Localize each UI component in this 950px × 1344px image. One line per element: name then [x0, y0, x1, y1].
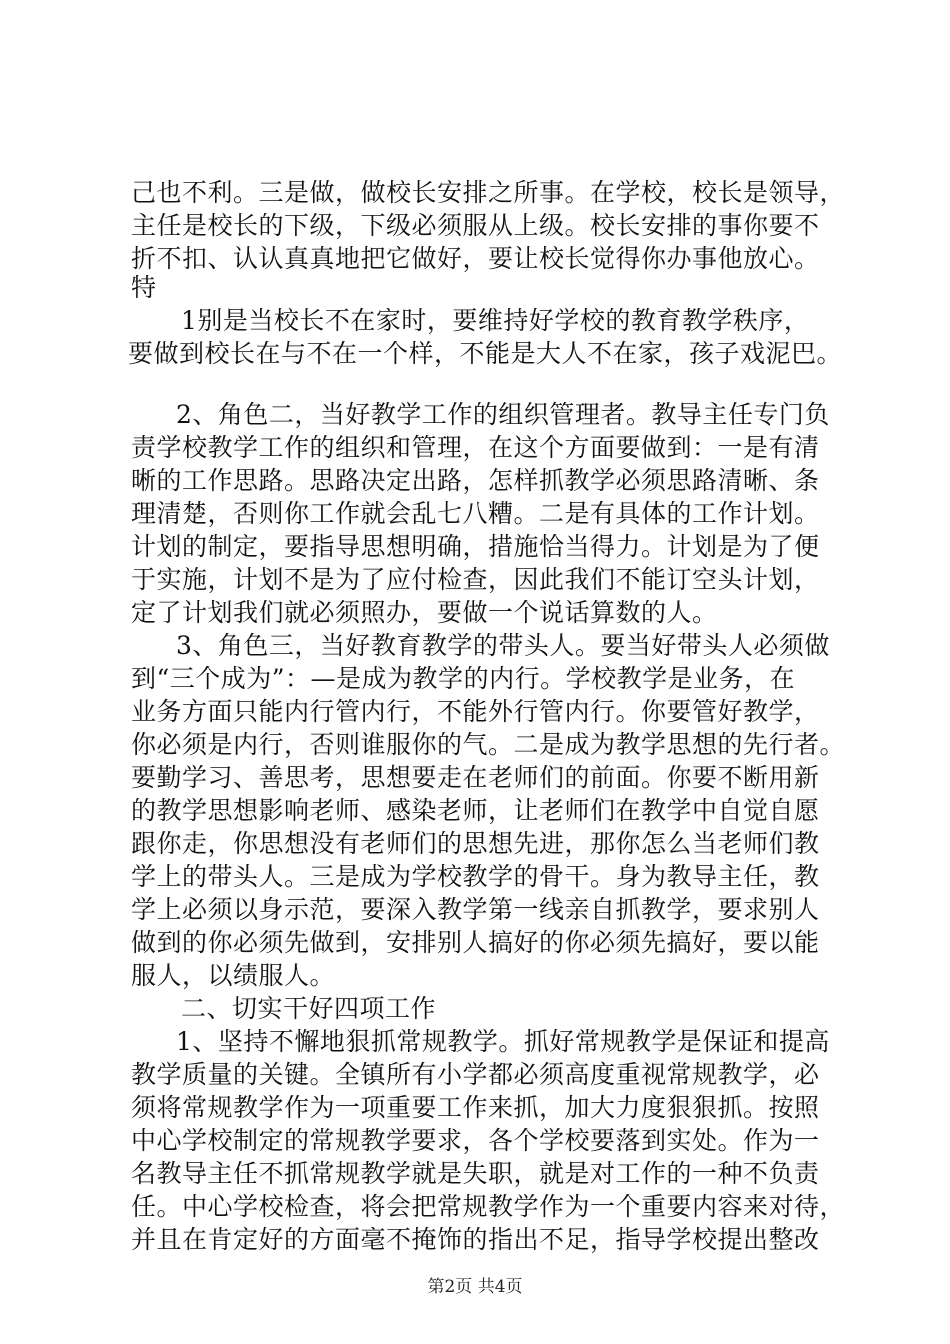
text-line: 服人，以绩服人。 — [131, 961, 336, 990]
text-line: 你必须是内行，否则谁服你的气。二是成为教学思想的先行者。 — [131, 730, 846, 759]
text-line: 定了计划我们就必须照办，要做一个说话算数的人。 — [131, 598, 718, 627]
text-line: 须将常规教学作为一项重要工作来抓，加大力度狠狠抓。按照 — [131, 1093, 820, 1122]
text-line: 3、角色三，当好教育教学的带头人。要当好带头人必须做 — [176, 631, 830, 660]
text-line: 的教学思想影响老师、感染老师，让老师们在教学中自觉自愿 — [131, 796, 820, 825]
text-line: 晰的工作思路。思路决定出路，怎样抓教学必须思路清晰、条 — [131, 466, 820, 495]
text-line: 特 — [131, 273, 157, 302]
text-line: 己也不利。三是做，做校长安排之所事。在学校，校长是领导， — [131, 178, 846, 207]
text-line: 责学校教学工作的组织和管理，在这个方面要做到：一是有清 — [131, 433, 820, 462]
text-line: 折不扣、认认真真地把它做好，要让校长觉得你办事他放心。 — [131, 244, 820, 273]
text-line: 任。中心学校检查，将会把常规教学作为一个重要内容来对待， — [131, 1192, 846, 1221]
text-line: 中心学校制定的常规教学要求，各个学校要落到实处。作为一 — [131, 1126, 820, 1155]
text-line: 理清楚，否则你工作就会乱七八糟。二是有具体的工作计划。 — [131, 499, 820, 528]
text-line: 要勤学习、善思考，思想要走在老师们的前面。你要不断用新 — [131, 763, 820, 792]
text-line: 名教导主任不抓常规教学就是失职，就是对工作的一种不负责 — [131, 1159, 820, 1188]
text-line: 于实施，计划不是为了应付检查，因此我们不能订空头计划， — [131, 565, 820, 594]
text-line: 业务方面只能内行管内行，不能外行管内行。你要管好教学， — [131, 697, 820, 726]
text-line: 教学质量的关键。全镇所有小学都必须高度重视常规教学，必 — [131, 1060, 820, 1089]
text-line: 计划的制定，要指导思想明确，措施恰当得力。计划是为了便 — [131, 532, 820, 561]
section-heading: 二、切实干好四项工作 — [181, 994, 437, 1023]
page-footer: 第2页 共4页 — [427, 1277, 523, 1297]
text-line: 2、角色二，当好教学工作的组织管理者。教导主任专门负 — [176, 400, 830, 429]
text-line: 到“三个成为”：—是成为教学的内行。学校教学是业务，在 — [131, 664, 796, 693]
text-line: 并且在肯定好的方面毫不掩饰的指出不足，指导学校提出整改 — [131, 1225, 820, 1254]
text-line: 要做到校长在与不在一个样，不能是大人不在家，孩子戏泥巴。 — [128, 339, 843, 368]
text-line: 1、坚持不懈地狠抓常规教学。抓好常规教学是保证和提高 — [176, 1027, 830, 1056]
text-line: 学上的带头人。三是成为学校教学的骨干。身为教导主任，教 — [131, 862, 820, 891]
text-line: 做到的你必须先做到，安排别人搞好的你必须先搞好，要以能 — [131, 928, 820, 957]
text-line: 学上必须以身示范，要深入教学第一线亲自抓教学，要求别人 — [131, 895, 820, 924]
text-line: 主任是校长的下级，下级必须服从上级。校长安排的事你要不 — [131, 211, 820, 240]
text-line: 跟你走，你思想没有老师们的思想先进，那你怎么当老师们教 — [131, 829, 820, 858]
text-line: 1别是当校长不在家时，要维持好学校的教育教学秩序， — [181, 306, 810, 335]
